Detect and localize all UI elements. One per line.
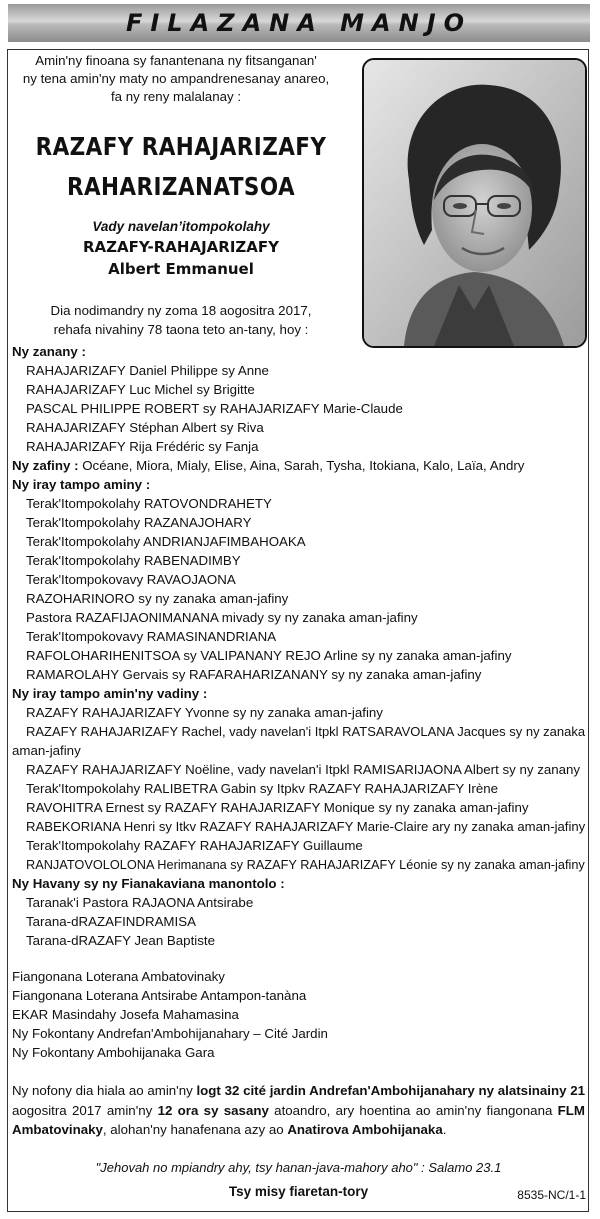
spouse-name-line2: Albert Emmanuel (108, 260, 254, 278)
list-item: RAZAFY RAHAJARIZAFY Yvonne sy ny zanaka aman-jafiny (26, 705, 383, 720)
list-item: RAVOHITRA Ernest sy RAZAFY RAHAJARIZAFY Monique sy ny zanaka aman-jafiny (26, 800, 529, 815)
intro-line: Amin'ny finoana sy fanantenana ny fitsanganan' (35, 53, 317, 68)
deceased-name-line1: RAZAFY RAHAJARIZAFY (35, 132, 327, 161)
organization-item: Ny Fokontany Ambohijanaka Gara (12, 1045, 215, 1060)
list-item: RAHAJARIZAFY Daniel Philippe sy Anne (26, 363, 269, 378)
children-label: Ny zanany : (12, 344, 86, 359)
list-item: PASCAL PHILIPPE ROBERT sy RAHAJARIZAFY Marie-Claude (26, 401, 403, 416)
spouse-role: Vady navelan’itompokolahy (92, 219, 270, 234)
list-item: RABEKORIANA Henri sy Itkv RAZAFY RAHAJARIZAFY Marie-Claire ary ny zanaka aman-jafiny (26, 819, 586, 834)
list-item: RAHAJARIZAFY Luc Michel sy Brigitte (26, 382, 255, 397)
list-item: RAZAFY RAHAJARIZAFY Noëline, vady navelan'i Itpkl RAMISARIJAONA Albert sy ny zanany (26, 762, 581, 777)
grandchildren-names: Océane, Miora, Mialy, Elise, Aina, Sarah, Tysha, Itokiana, Kalo, Laïa, Andry (82, 458, 525, 473)
list-item: Pastora RAZAFIJAONIMANANA mivady sy ny zanaka aman-jafiny (26, 610, 418, 625)
relatives-label: Ny Havany sy ny Fianakaviana manontolo : (12, 876, 285, 891)
organization-item: Fiangonana Loterana Ambatovinaky (12, 969, 225, 984)
page-title: FILAZANA MANJO (125, 9, 473, 37)
funeral-text: Ny nofony dia hiala ao amin'ny (12, 1083, 197, 1098)
list-item: RAFOLOHARIHENITSOA sy VALIPANANY REJO Arline sy ny zanaka aman-jafiny (26, 648, 512, 663)
funeral-text: atoandro, ary hoentina ao amin'ny fiangonana (268, 1102, 558, 1118)
reference-code: 8535-NC/1-1 (517, 1188, 586, 1202)
list-item: aman-jafiny (12, 743, 81, 758)
list-item: Tarana-dRAZAFINDRAMISA (26, 914, 196, 929)
list-item: RAZAFY RAHAJARIZAFY Rachel, vady navelan'i Itpkl RATSARAVOLANA Jacques sy ny zanaka (26, 724, 586, 739)
list-item: Terak'Itompokolahy RAZAFY RAHAJARIZAFY Guillaume (26, 838, 363, 853)
grandchildren-label: Ny zafiny : (12, 458, 79, 473)
list-item: Terak'Itompokovavy RAMASINANDRIANA (26, 629, 277, 644)
funeral-church: FLM Ambatovinaky (12, 1102, 585, 1137)
list-item: Terak'Itompokolahy RABENADIMBY (26, 553, 241, 568)
list-item: Terak'Itompokovavy RAVAOJAONA (26, 572, 236, 587)
portrait-illustration (364, 60, 585, 346)
organization-item: Fiangonana Loterana Antsirabe Antampon-tanàna (12, 988, 307, 1003)
list-item: RAZOHARINORO sy ny zanaka aman-jafiny (26, 591, 289, 606)
funeral-time: 12 ora sy sasany (157, 1102, 269, 1118)
intro-line: fa ny reny malalanay : (110, 89, 242, 104)
list-item: RAHAJARIZAFY Rija Frédéric sy Fanja (26, 439, 259, 454)
funeral-text: . (442, 1122, 447, 1137)
portrait-photo (362, 58, 587, 348)
list-item: RANJATOVOLOLONA Herimanana sy RAZAFY RAHAJARIZAFY Léonie sy ny zanaka aman-jafiny (26, 857, 585, 872)
funeral-place: logt 32 cité jardin Andrefan'Ambohijanahary ny alatsinainy 21 (196, 1083, 585, 1098)
death-notice-line: Dia nodimandry ny zoma 18 aogositra 2017, (50, 303, 312, 318)
death-notice-line: rehafa nivahiny 78 taona teto an-tany, hoy : (53, 322, 309, 337)
grandchildren-line (12, 458, 524, 473)
intro-line: ny tena amin'ny maty no ampandrenesanay anareo, (22, 71, 330, 86)
funeral-text: , alohan'ny hanafenana azy ao (102, 1122, 288, 1137)
funeral-burial-place: Anatirova Ambohijanaka (287, 1122, 443, 1137)
header-banner (8, 4, 590, 42)
list-item: RAHAJARIZAFY Stéphan Albert sy Riva (26, 420, 264, 435)
funeral-paragraph (12, 1081, 585, 1140)
closing-note: Tsy misy fiaretan-tory (228, 1184, 369, 1199)
list-item: Terak'Itompokolahy RALIBETRA Gabin sy Itpkv RAZAFY RAHAJARIZAFY Irène (26, 781, 499, 796)
siblings-label: Ny iray tampo aminy : (12, 477, 151, 492)
spouse-siblings-label: Ny iray tampo amin'ny vadiny : (12, 686, 208, 701)
bible-quote: "Jehovah no mpiandry ahy, tsy hanan-java-mahory aho" : Salamo 23.1 (95, 1160, 502, 1175)
list-item: Taranak'i Pastora RAJAONA Antsirabe (26, 895, 254, 910)
intro-text (6, 52, 346, 106)
deceased-name-line2: RAHARIZANATSOA (66, 172, 296, 201)
list-item: Tarana-dRAZAFY Jean Baptiste (26, 933, 215, 948)
funeral-text: aogositra 2017 amin'ny (12, 1102, 158, 1118)
list-item: Terak'Itompokolahy RATOVONDRAHETY (26, 496, 272, 511)
spouse-name-line1: RAZAFY-RAHAJARIZAFY (82, 238, 279, 256)
death-notice (6, 301, 356, 339)
list-item: RAMAROLAHY Gervais sy RAFARAHARIZANANY sy ny zanaka aman-jafiny (26, 667, 482, 682)
organization-item: EKAR Masindahy Josefa Mahamasina (12, 1007, 239, 1022)
list-item: Terak'Itompokolahy RAZANAJOHARY (26, 515, 252, 530)
list-item: Terak'Itompokolahy ANDRIANJAFIMBAHOAKA (26, 534, 306, 549)
organization-item: Ny Fokontany Andrefan'Ambohijanahary – Cité Jardin (12, 1026, 328, 1041)
